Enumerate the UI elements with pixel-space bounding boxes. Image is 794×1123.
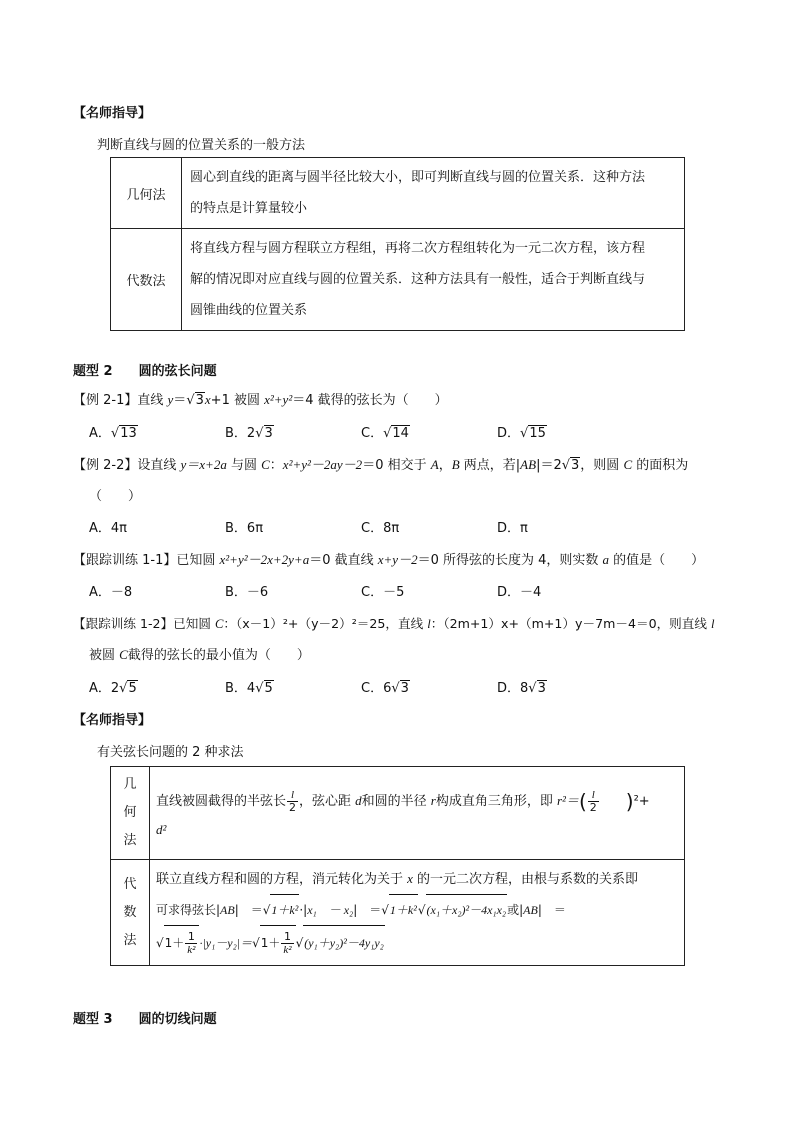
example-2-2-option-b: B．6π xyxy=(225,521,264,536)
followup-1-2-option-d: D．8√ 3 xyxy=(497,677,547,696)
followup-1-2-option-b: B．4√ 5 xyxy=(225,677,274,696)
followup-1-2-line2: 被圆 C截得的弦长的最小值为（ ） xyxy=(89,647,310,663)
section-subtitle-2: 有关弦长问题的 2 种求法 xyxy=(97,745,244,760)
method-table-2 xyxy=(110,766,685,966)
example-2-1-option-b: B．2√ 3 xyxy=(225,422,274,441)
followup-1-1: 【跟踪训练 1-1】已知圆 x²+y²－2x+2y+a＝0 截直线 x+y－2＝0 所得弦的长度为 4，则实数 a 的值是（ ） xyxy=(73,552,705,568)
example-2-2-blank: （ ） xyxy=(89,489,142,504)
example-2-2-option-d: D．π xyxy=(497,521,528,536)
example-2-1-option-a: A．√ 13 xyxy=(89,422,138,441)
type-3-title: 题型 3 圆的切线问题 xyxy=(73,1012,217,1027)
followup-1-2-option-a: A．2√ 5 xyxy=(89,677,138,696)
example-2-2-option-c: C．8π xyxy=(361,521,400,536)
example-2-1: 【例 2-1】直线 y＝√ 3x+1 被圆 x²+y²＝4 截得的弦长为（ ） xyxy=(73,389,448,408)
followup-1-1-option-a: A．－8 xyxy=(89,585,133,600)
section-subtitle-1: 判断直线与圆的位置关系的一般方法 xyxy=(97,138,306,153)
row-label-algebra-2: 代 数 法 xyxy=(111,860,150,966)
row-label-geometry-2: 几 何 法 xyxy=(111,767,150,860)
section-heading-1: 【名师指导】 xyxy=(73,106,152,121)
followup-1-1-option-b: B．－6 xyxy=(225,585,269,600)
row-content-geometry-2: 直线被圆截得的半弦长 $\frac{l}{2}$ ，弦心距 d和圆的半径 r构成直角三角形，即 r²＝( $\frac{l}{2}$ )²+ d² xyxy=(150,767,685,860)
section-heading-2: 【名师指导】 xyxy=(73,713,152,728)
row-label-geometry: 几何法 xyxy=(111,158,182,229)
example-2-1-option-c: C．√ 14 xyxy=(361,422,410,441)
row-content-algebra: 将直线方程与圆方程联立方程组，再将二次方程组转化为一元二次方程，该方程 解的情况即对应直线与圆的位置关系．这种方法具有一般性，适合于判断直线与 圆锥曲线的位置关系 xyxy=(182,229,685,331)
method-table-1 xyxy=(110,157,685,331)
example-2-2: 【例 2-2】设直线 y＝x+2a 与圆 C：x²+y²－2ay－2＝0 相交于 A，B 两点，若|AB|＝2√ 3，则圆 C 的面积为 xyxy=(73,454,688,473)
followup-1-1-option-c: C．－5 xyxy=(361,585,405,600)
row-label-algebra: 代数法 xyxy=(111,229,182,331)
row-content-algebra-2: 联立直线方程和圆的方程，消元转化为关于 x 的一元二次方程，由根与系数的关系即 可求得弦长|AB| ＝√ 1＋k²·|x₁ － x₂| ＝√ 1＋k²√ (x₁＋x₂)²－4x₁x₂或|AB| ＝ √ 1＋ $\frac{1}{\text{k²}}$ ·|y₁－y₂|＝√ 1＋ $\frac{1}{\text{k²}}$ √ (y₁＋y₂)²－4y₁y₂ xyxy=(150,860,685,966)
example-2-1-option-d: D．√ 15 xyxy=(497,422,547,441)
followup-1-2-option-c: C．6√ 3 xyxy=(361,677,410,696)
followup-1-1-option-d: D．－4 xyxy=(497,585,542,600)
followup-1-2: 【跟踪训练 1-2】已知圆 C：（x－1）²+（y－2）²＝25，直线 l：（2m+1）x+（m+1）y－7m－4＝0，则直线 l xyxy=(73,616,715,631)
type-2-title: 题型 2 圆的弦长问题 xyxy=(73,364,217,379)
row-content-geometry: 圆心到直线的距离与圆半径比较大小，即可判断直线与圆的位置关系．这种方法 的特点是计算量较小 xyxy=(182,158,685,229)
example-2-2-option-a: A．4π xyxy=(89,521,127,536)
